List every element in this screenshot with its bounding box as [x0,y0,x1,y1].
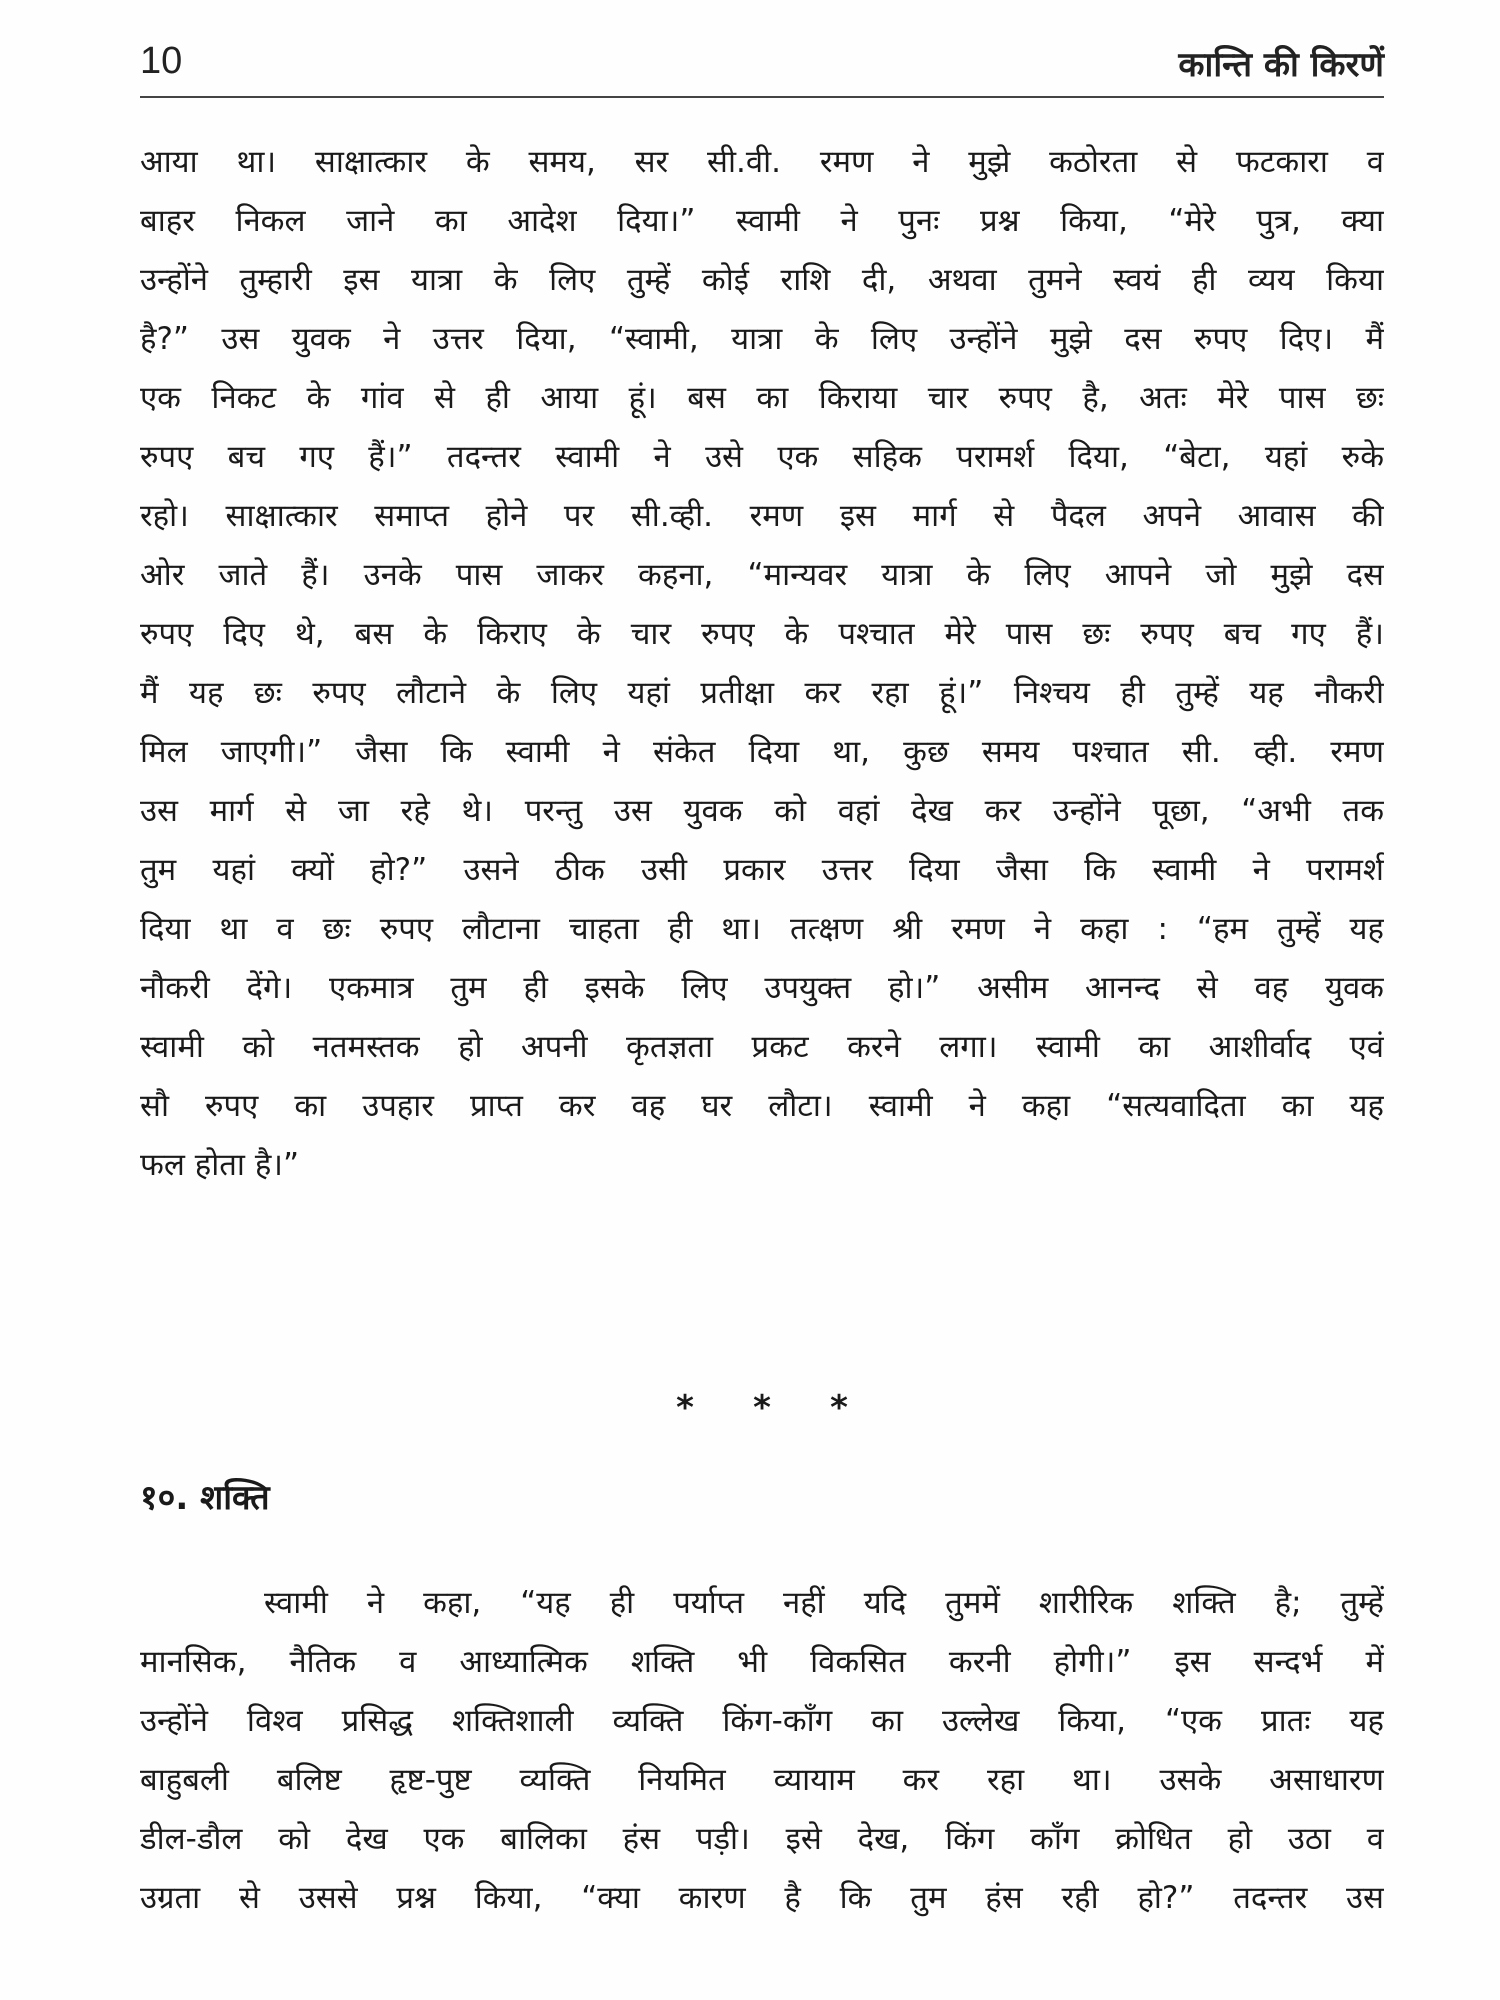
header-rule [140,96,1384,98]
running-title: कान्ति की किरणें [1178,45,1384,85]
section-paragraph [140,1574,1384,1928]
text-line: उन्होंने विश्व प्रसिद्ध शक्तिशाली व्यक्ति किंग-काँग का उल्लेख किया, “एक प्रातः यह [140,1703,1384,1739]
page-number: 10 [140,40,183,82]
text-line: उन्होंने तुम्हारी इस यात्रा के लिए तुम्हें कोई राशि दी, अथवा तुमने स्वयं ही व्यय किया [140,262,1384,298]
text-line: रुपए दिए थे, बस के किराए के चार रुपए के पश्चात मेरे पास छः रुपए बच गए हैं। [140,616,1384,652]
text-line: रुपए बच गए हैं।” तदन्तर स्वामी ने उसे एक सहिक परामर्श दिया, “बेटा, यहां रुके [140,439,1384,475]
text-line: फल होता है।” [140,1147,300,1183]
text-line: बाहर निकल जाने का आदेश दिया।” स्वामी ने पुनः प्रश्न किया, “मेरे पुत्र, क्या [140,203,1384,239]
text-line: तुम यहां क्यों हो?” उसने ठीक उसी प्रकार उत्तर दिया जैसा कि स्वामी ने परामर्श [140,852,1384,888]
text-line: उस मार्ग से जा रहे थे। परन्तु उस युवक को वहां देख कर उन्होंने पूछा, “अभी तक [140,793,1384,829]
text-line: स्वामी को नतमस्तक हो अपनी कृतज्ञता प्रकट करने लगा। स्वामी का आशीर्वाद एवं [140,1029,1384,1065]
scene-break: * * * [676,1388,848,1428]
story-paragraph [140,133,1384,1195]
text-line: मानसिक, नैतिक व आध्यात्मिक शक्ति भी विकसित करनी होगी।” इस सन्दर्भ में [140,1644,1384,1680]
text-line: मैं यह छः रुपए लौटाने के लिए यहां प्रतीक्षा कर रहा हूं।” निश्चय ही तुम्हें यह नौकरी [140,675,1384,711]
text-line: एक निकट के गांव से ही आया हूं। बस का किराया चार रुपए है, अतः मेरे पास छः [140,380,1384,416]
text-line: नौकरी देंगे। एकमात्र तुम ही इसके लिए उपयुक्त हो।” असीम आनन्द से वह युवक [140,970,1384,1006]
text-line: रहो। साक्षात्कार समाप्त होने पर सी.व्ही. रमण इस मार्ग से पैदल अपने आवास की [140,498,1384,534]
text-line: मिल जाएगी।” जैसा कि स्वामी ने संकेत दिया था, कुछ समय पश्चात सी. व्ही. रमण [140,734,1384,770]
text-line: दिया था व छः रुपए लौटाना चाहता ही था। तत्क्षण श्री रमण ने कहा : “हम तुम्हें यह [140,911,1384,947]
text-line: आया था। साक्षात्कार के समय, सर सी.वी. रमण ने मुझे कठोरता से फटकारा व [140,144,1384,180]
text-line: है?” उस युवक ने उत्तर दिया, “स्वामी, यात्रा के लिए उन्होंने मुझे दस रुपए दिए। मैं [140,321,1384,357]
text-line: ओर जाते हैं। उनके पास जाकर कहना, “मान्यवर यात्रा के लिए आपने जो मुझे दस [140,557,1384,593]
text-line: सौ रुपए का उपहार प्राप्त कर वह घर लौटा। स्वामी ने कहा “सत्यवादिता का यह [140,1088,1384,1124]
text-line: उग्रता से उससे प्रश्न किया, “क्या कारण है कि तुम हंस रही हो?” तदन्तर उस [140,1880,1384,1916]
page-header [140,40,1384,100]
text-line: स्वामी ने कहा, “यह ही पर्याप्त नहीं यदि तुममें शारीरिक शक्ति है; तुम्हें [264,1585,1384,1621]
section-heading: १०. शक्ति [140,1478,270,1518]
text-line: डील-डौल को देख एक बालिका हंस पड़ी। इसे देख, किंग काँग क्रोधित हो उठा व [140,1821,1384,1857]
text-line: बाहुबली बलिष्ट हृष्ट-पुष्ट व्यक्ति नियमित व्यायाम कर रहा था। उसके असाधारण [140,1762,1384,1798]
